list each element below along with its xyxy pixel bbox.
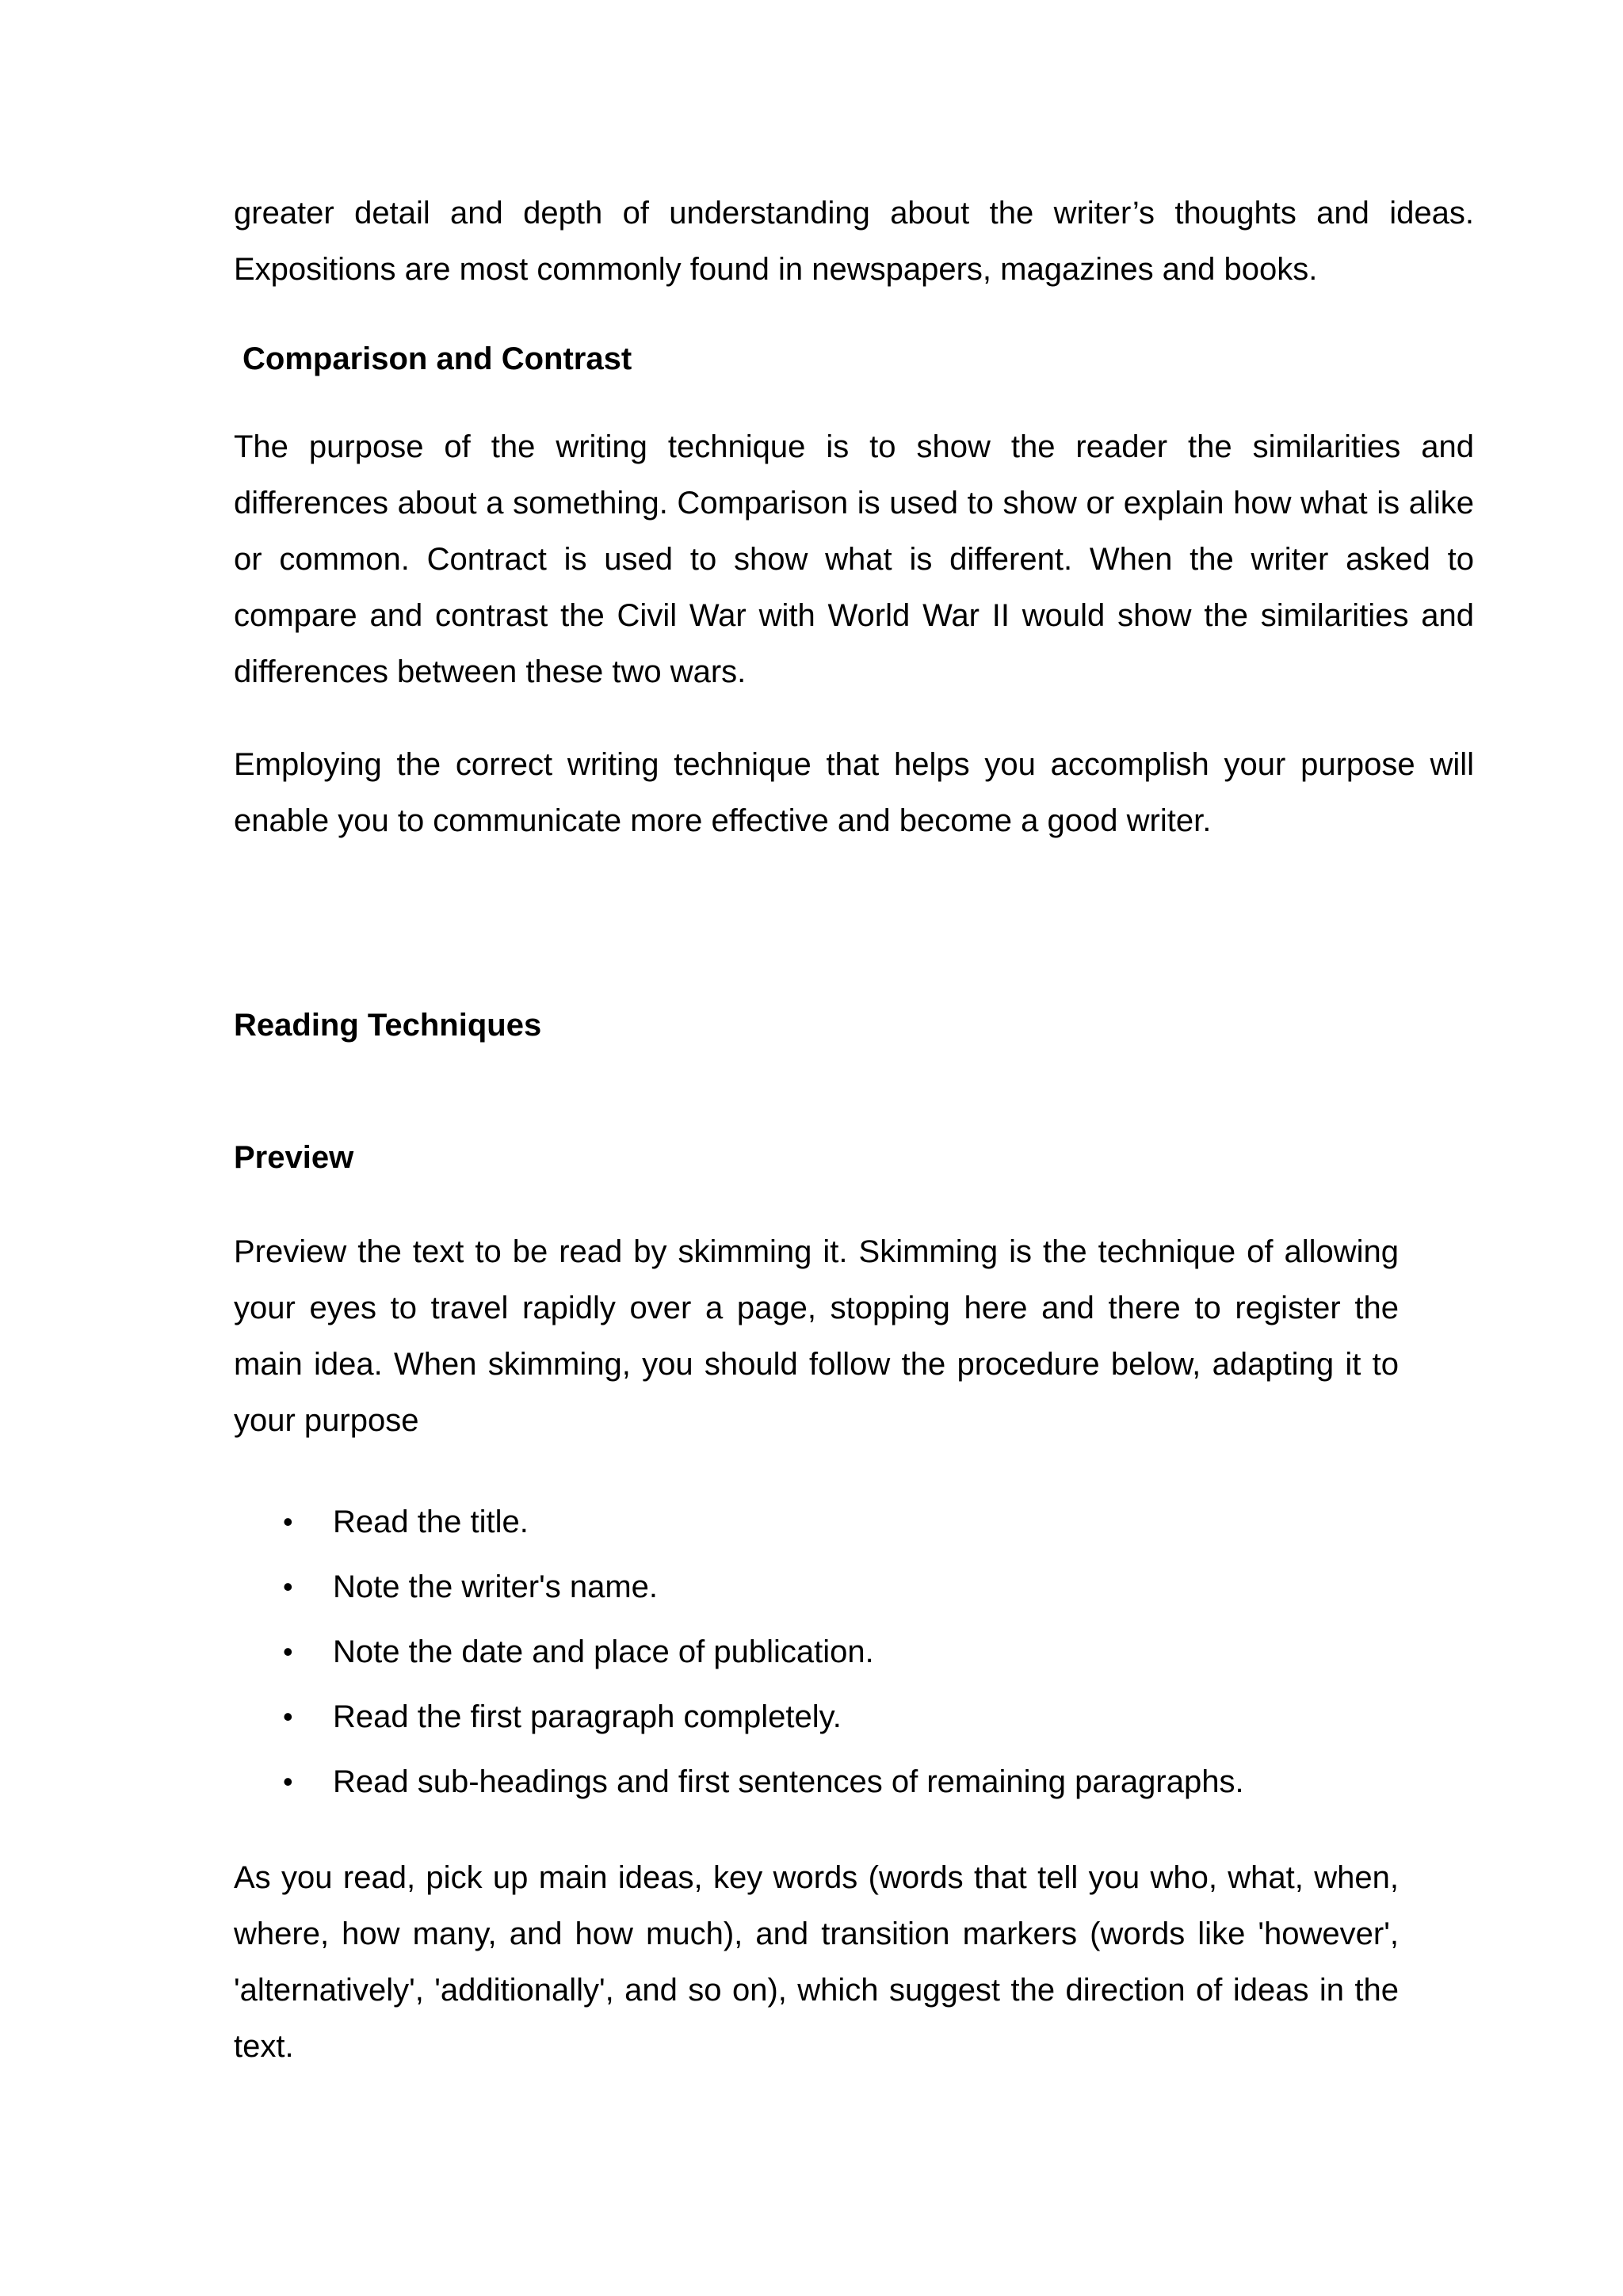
list-item-text: Note the date and place of publication. <box>333 1634 874 1669</box>
preview-paragraph: Preview the text to be read by skimming it. Skimming is the technique of allowing your eyes to travel rapidly over a page, stopping here and there to register the main idea. When skimming, you should follow the procedure below, adapting it to your purpose <box>234 1234 1399 1438</box>
bullet-icon: • <box>283 1505 293 1538</box>
list-item-text: Read the title. <box>333 1505 529 1539</box>
skimming-steps-list <box>234 1489 1423 1814</box>
bullet-icon: • <box>283 1700 293 1733</box>
list-item-text: Read sub-headings and first sentences of remaining paragraphs. <box>333 1764 1244 1799</box>
reading-techniques-heading: Reading Techniques <box>234 1008 542 1043</box>
list-item <box>234 1554 1423 1619</box>
comparison-paragraph: The purpose of the writing technique is to show the reader the similarities and differences about a something. Comparison is used to show or explain how what is alike or common. Contract is used to show what is different. When the writer asked to compare and contrast the Civil War with World War II would show the similarities and differences between these two wars. <box>234 429 1474 689</box>
list-item-text: Read the first paragraph completely. <box>333 1699 842 1734</box>
bullet-icon: • <box>283 1635 293 1668</box>
list-item <box>234 1489 1423 1554</box>
list-item <box>234 1749 1423 1814</box>
bullet-icon: • <box>283 1570 293 1603</box>
intro-paragraph: greater detail and depth of understanding about the writer’s thoughts and ideas. Expositions are most commonly found in newspapers, magazines and books. <box>234 196 1474 287</box>
as-you-read-paragraph: As you read, pick up main ideas, key words (words that tell you who, what, when, where, how many, and how much), and transition markers (words like 'however', 'alternatively', 'additionally', and so on), which suggest the direction of ideas in the text. <box>234 1860 1399 2064</box>
comparison-heading: Comparison and Contrast <box>242 341 632 376</box>
list-item <box>234 1684 1423 1749</box>
preview-heading: Preview <box>234 1140 354 1175</box>
list-item <box>234 1619 1423 1684</box>
employing-paragraph: Employing the correct writing technique that helps you accomplish your purpose will enable you to communicate more effective and become a good writer. <box>234 747 1474 838</box>
bullet-icon: • <box>283 1765 293 1798</box>
list-item-text: Note the writer's name. <box>333 1569 659 1604</box>
